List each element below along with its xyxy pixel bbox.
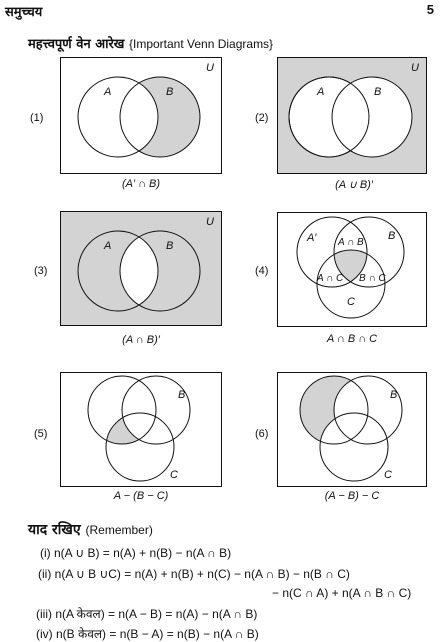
formula-2-continued: − n(C ∩ A) + n(A ∩ B ∩ C) <box>272 586 412 600</box>
a-intersect-c-label: A ∩ C <box>317 273 344 284</box>
set-b-label: B <box>388 230 396 242</box>
figure-1-caption: (A′ ∩ B) <box>121 178 161 190</box>
set-a-label: A <box>104 240 112 252</box>
set-b-label: B <box>374 86 382 98</box>
formula-1: (i) n(A ∪ B) = n(A) + n(B) − n(A ∩ B) <box>40 546 232 560</box>
set-a-complement-label: A′ <box>307 232 317 244</box>
set-b-label: B <box>390 389 398 401</box>
figure-3-caption: (A ∩ B)′ <box>122 334 160 346</box>
remember-title-hindi: याद रखिए <box>28 522 81 538</box>
running-header-title: समुच्चय <box>5 5 43 20</box>
formula-4: (iv) n(B केवल) = n(B − A) = n(B) − n(A ∩ B) <box>36 627 259 641</box>
venn-diagram-6 <box>277 372 427 487</box>
universal-set-label: U <box>206 62 214 74</box>
venn-diagram-1 <box>60 57 222 174</box>
figure-6-caption: (A − B) − C <box>324 490 380 502</box>
set-a-label: A <box>104 86 112 98</box>
universal-set-label: U <box>411 62 419 74</box>
universal-set-label: U <box>206 216 214 228</box>
set-b-label: B <box>166 240 174 252</box>
formula-2: (ii) n(A ∪ B ∪C) = n(A) + n(B) + n(C) − n(A ∩ B) − n(B ∩ C) <box>38 567 350 581</box>
remember-title-english: (Remember) <box>85 523 153 537</box>
set-b-label: B <box>178 389 186 401</box>
figure-4-number: (4) <box>255 265 269 277</box>
section-title <box>28 34 273 52</box>
formula-3: (iii) n(A केवल) = n(A − B) = n(A) − n(A ∩ B) <box>36 607 258 621</box>
section-title-english: {Important Venn Diagrams} <box>128 37 274 51</box>
venn-diagram-3 <box>60 211 222 326</box>
venn-diagram-2 <box>277 57 427 174</box>
figure-4-caption: A ∩ B ∩ C <box>326 333 378 345</box>
set-a-label: A <box>317 86 325 98</box>
section-title-hindi: महत्त्वपूर्ण वेन आरेख <box>28 37 125 52</box>
set-b-label: B <box>166 86 174 98</box>
page-number: 5 <box>426 2 434 17</box>
a-intersect-b-label: A ∩ B <box>338 237 364 248</box>
venn-diagram-5 <box>60 372 222 487</box>
figure-5-caption: A − (B − C) <box>113 490 169 502</box>
set-c-label: C <box>170 469 178 481</box>
venn-diagram-4 <box>277 212 427 327</box>
figure-6-number: (6) <box>255 428 269 440</box>
figure-2-caption: (A ∪ B)′ <box>335 179 373 191</box>
set-c-label: C <box>347 296 355 308</box>
b-intersect-c-label: B ∩ C <box>359 273 386 284</box>
figure-5-number: (5) <box>34 428 48 440</box>
remember-heading <box>28 520 153 539</box>
figure-3-number: (3) <box>34 265 48 277</box>
figure-1-number: (1) <box>30 112 44 124</box>
set-c-label: C <box>384 469 392 481</box>
figure-2-number: (2) <box>255 112 269 124</box>
